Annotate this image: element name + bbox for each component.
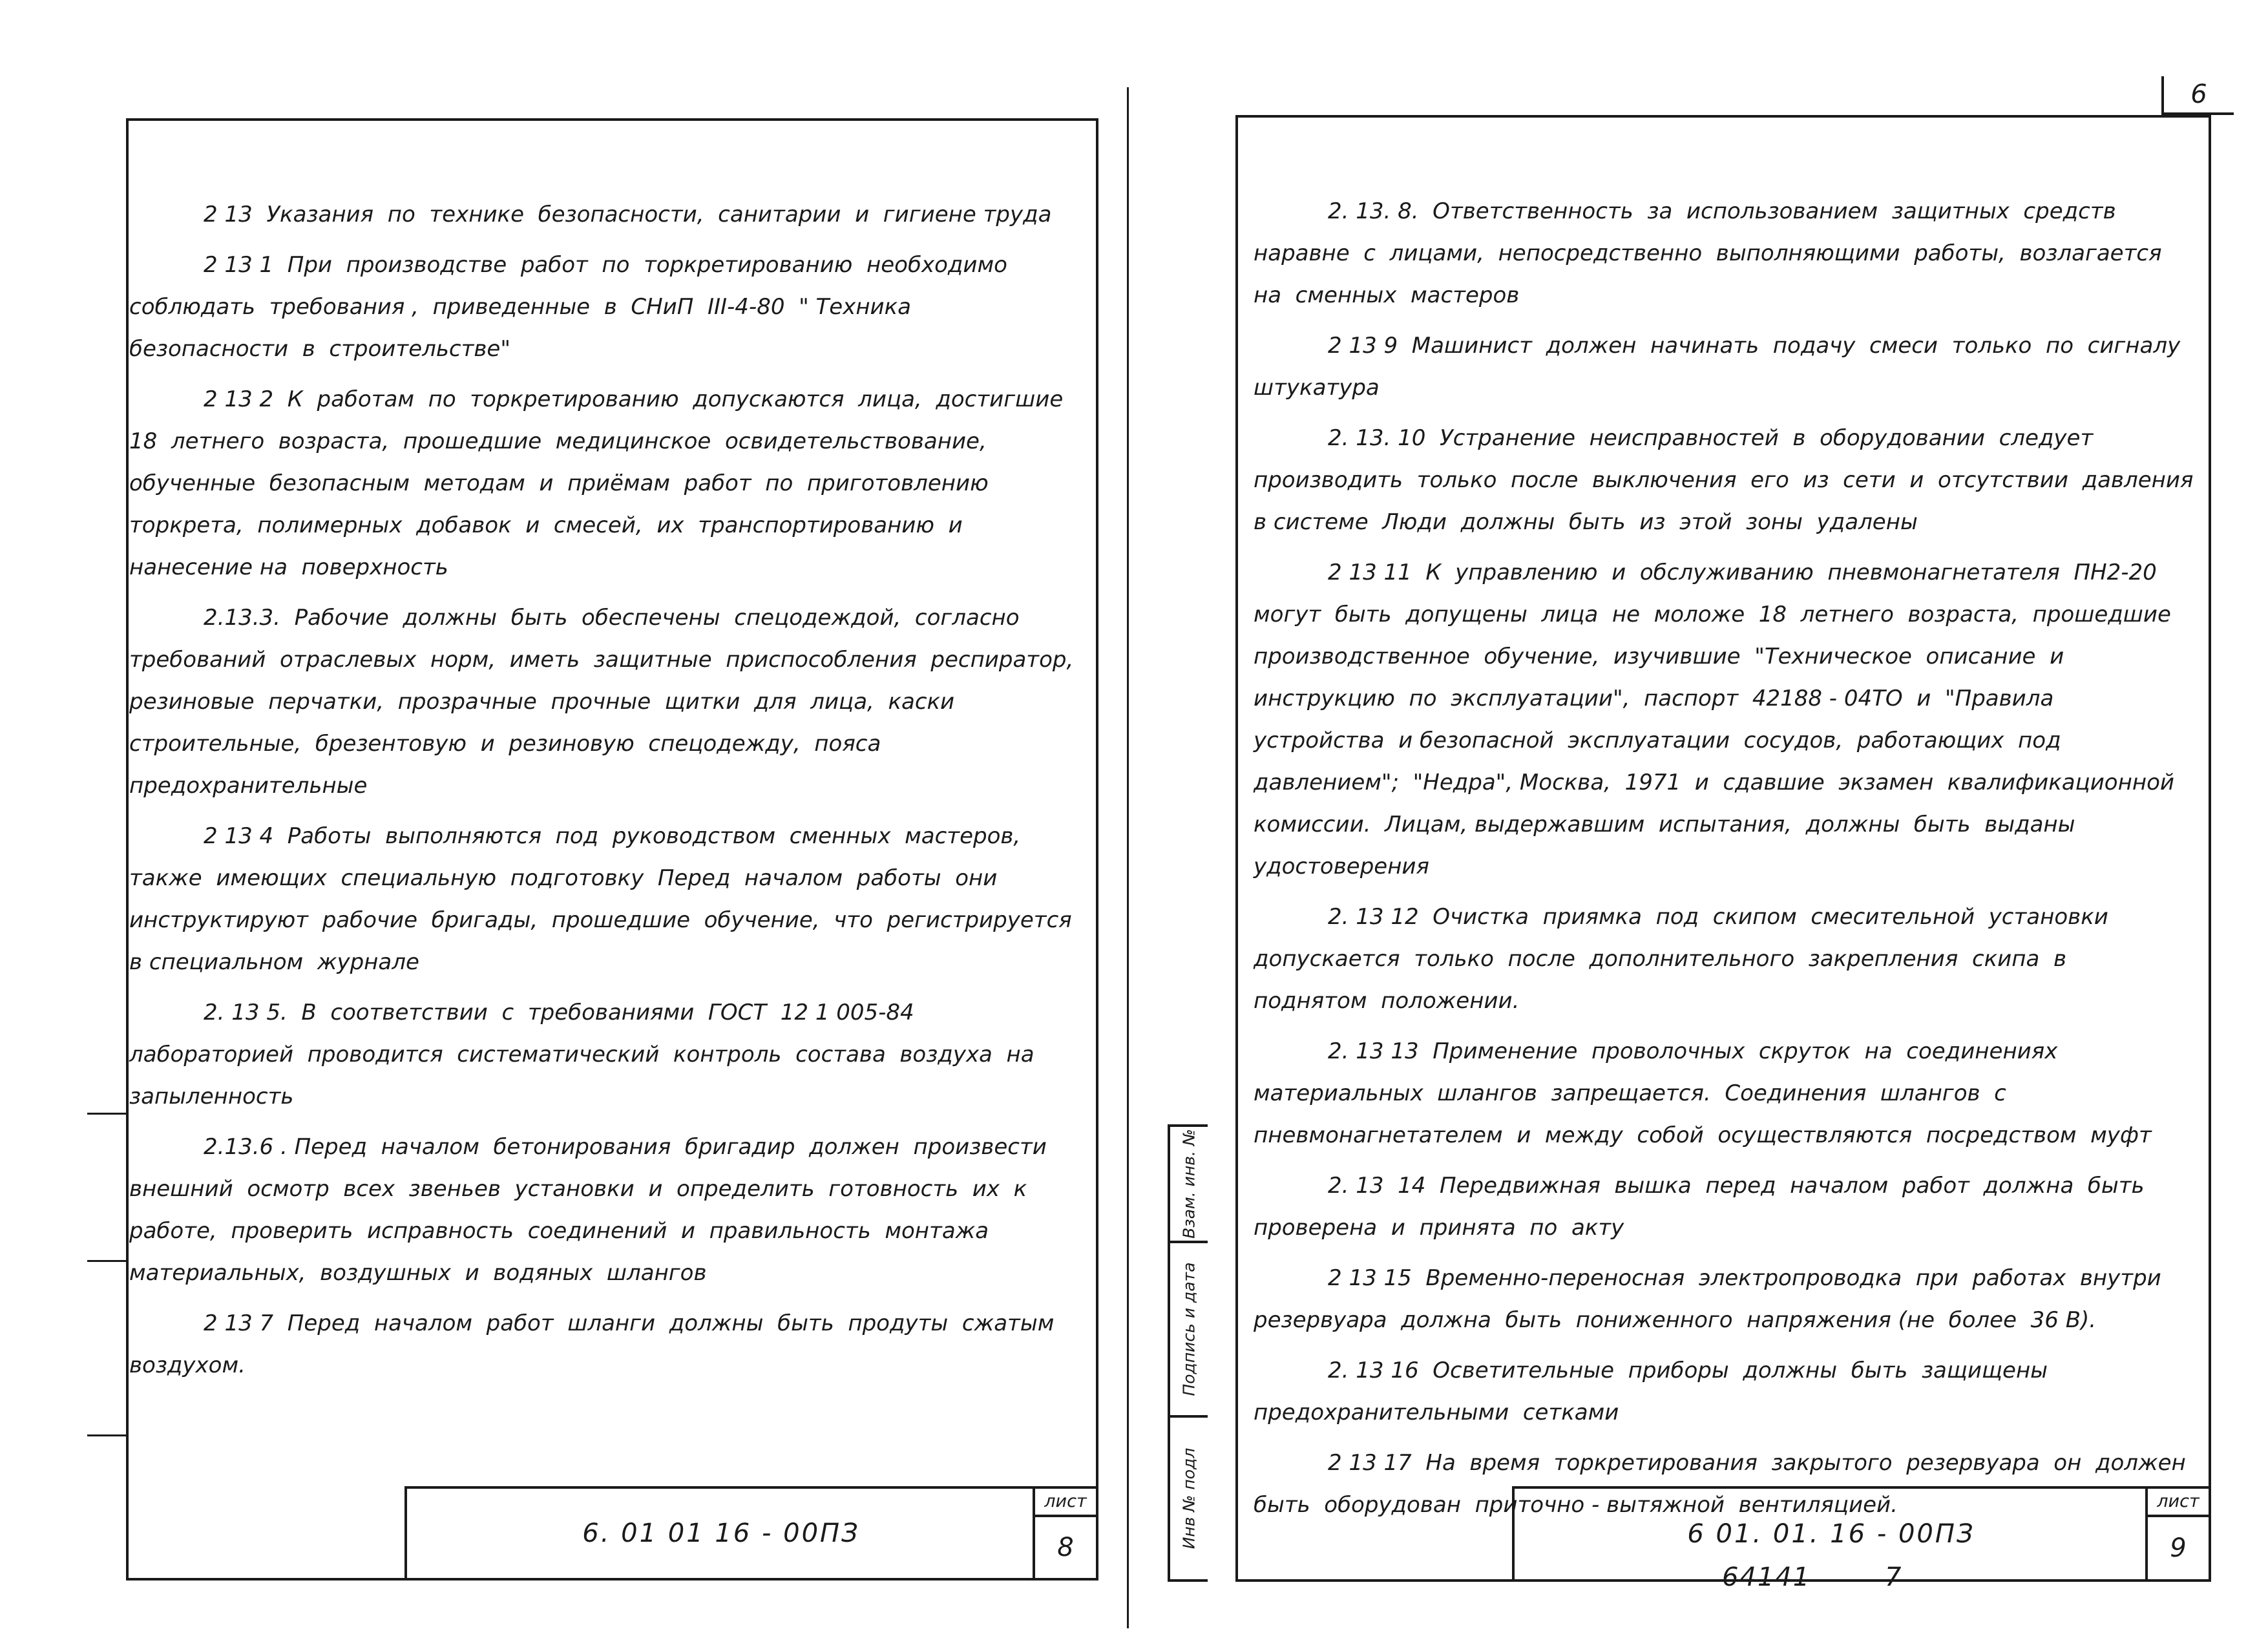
left-title-block bbox=[404, 1486, 1098, 1581]
paragraph-2-13-2: 2 13 2 К работам по торкретированию допускаются лица, достигшие 18 летнего возраста, прошедшие медицинское освидетельствование, обученные безопасным методам и приёмам работ по приготовлению торкрета, полимерных добавок и смесей, их транспортированию и нанесение на поверхность bbox=[129, 386, 1077, 580]
margin-tick bbox=[87, 1434, 126, 1436]
paragraph-2-13-13: 2. 13 13 Применение проволочных скруток на соединениях материальных шлангов запрещается. Соединения шлангов с пневмонагнетателем и между собой осуществляются посредством муфт bbox=[1254, 1038, 2152, 1148]
page-number: 6 bbox=[2161, 76, 2234, 115]
paragraph-2-13-9: 2 13 9 Машинист должен начинать подачу смеси только по сигналу штукатура bbox=[1254, 333, 2188, 401]
sheet-cell bbox=[2145, 1489, 2209, 1579]
sheet-label: лист bbox=[2148, 1489, 2209, 1517]
paragraph-2-13-16: 2. 13 16 Осветительные приборы должны быть защищены предохранительными сетками bbox=[1254, 1358, 2062, 1425]
stamp-cell-vzam-inv bbox=[1170, 1127, 1208, 1243]
sheet-cell bbox=[1033, 1489, 1096, 1578]
paragraph-2-13-17: 2 13 17 На время торкретирования закрытого резервуара он должен быть оборудован приточно - вытяжной вентиляцией. bbox=[1254, 1450, 2200, 1518]
paragraph-2-13: 2 13 Указания по технике безопасности, санитарии и гигиене труда bbox=[204, 202, 1052, 227]
paragraph-2-13-7: 2 13 7 Перед началом работ шланги должны быть продуты сжатым воздухом. bbox=[129, 1310, 1062, 1378]
right-title-block bbox=[1512, 1486, 2211, 1582]
sheet-number: 9 bbox=[2170, 1533, 2187, 1563]
margin-tick bbox=[87, 1260, 126, 1262]
left-page-text bbox=[129, 194, 1087, 1395]
paragraph-2-13-1: 2 13 1 При производстве работ по торкретированию необходимо соблюдать требования , приведенные в СНиП III-4-80 " Техника безопасности в строительстве" bbox=[129, 252, 1014, 362]
document-code: 6 01. 01. 16 - 00ПЗ bbox=[1687, 1519, 1975, 1549]
paragraph-2-13-10: 2. 13. 10 Устранение неисправностей в оборудовании следует производить только после выключения его из сети и отсутствии давления в системе Люди должны быть из этой зоны удалены bbox=[1254, 425, 2208, 535]
paragraph-2-13-12: 2. 13 12 Очистка приямка под скипом смесительной установки допускается только после дополнительного закрепления скипа в поднятом положении. bbox=[1254, 904, 2116, 1014]
stamp-cell-podpis-data bbox=[1170, 1243, 1208, 1418]
paragraph-2-13-4: 2 13 4 Работы выполняются под руководством сменных мастеров, также имеющих специальную подготовку Перед началом работы они инструктируют рабочие бригады, прошедшие обучение, что регистрируется в специальном журнале bbox=[129, 823, 1086, 975]
sheet-number: 8 bbox=[1057, 1533, 1074, 1562]
paragraph-2-13-11: 2 13 11 К управлению и обслуживанию пневмонагнетателя ПН2-20 могут быть допущены лица не моложе 18 летнего возраста, прошедшие производственное обучение, изучившие "Техническое описание и инструкцию по эксплуатации", паспорт 42188 - 04ТО и "Правила устройства и безопасной эксплуатации сосудов, работающих под давлением"; "Недра", Москва, 1971 и сдавшие экзамен квалификационной комиссии. Лицам, выдержавшим испытания, должны быть выданы удостоверения bbox=[1254, 560, 2189, 879]
right-page-text bbox=[1254, 191, 2208, 1535]
stamp-label: Инв № подл bbox=[1179, 1447, 1199, 1549]
stamp-label: Подпись и дата bbox=[1179, 1262, 1199, 1396]
paragraph-2-13-14: 2. 13 14 Передвижная вышка перед началом работ должна быть проверена и принята по акту bbox=[1254, 1173, 2159, 1241]
paragraph-2-13-8: 2. 13. 8. Ответственность за использованием защитных средств наравне с лицами, непосредственно выполняющими работы, возлагается на сменных мастеров bbox=[1254, 198, 2169, 308]
stamp-label: Взам. инв. № bbox=[1179, 1129, 1199, 1239]
center-divider bbox=[1127, 87, 1129, 1628]
paragraph-2-13-6: 2.13.6 . Перед началом бетонирования бригадир должен произвести внешний осмотр всех звеньев установки и определить готовность их к работе, проверить исправность соединений и правильность монтажа материальных, воздушных и водяных шлангов bbox=[129, 1134, 1054, 1286]
stamp-cell-inv-podl bbox=[1170, 1418, 1208, 1579]
margin-tick bbox=[87, 1113, 126, 1115]
sheet-label: лист bbox=[1035, 1489, 1096, 1517]
paragraph-2-13-15: 2 13 15 Временно-переносная электропроводка при работах внутри резервуара должна быть пониженного напряжения (не более 36 В). bbox=[1254, 1265, 2168, 1333]
archive-number: 64141 bbox=[1722, 1562, 1811, 1592]
paragraph-2-13-5: 2. 13 5. В соответствии с требованиями ГОСТ 12 1 005-84 лабораторией проводится систематический контроль состава воздуха на запыленность bbox=[129, 1000, 1049, 1109]
paragraph-2-13-3: 2.13.3. Рабочие должны быть обеспечены спецодеждой, согласно требований отраслевых норм, иметь защитные приспособления респиратор, резиновые перчатки, прозрачные прочные щитки для лица, каски строительные, брезентовую и резиновую спецодежду, пояса предохранительные bbox=[129, 605, 1087, 799]
document-code: 6. 01 01 16 - 00ПЗ bbox=[582, 1518, 860, 1548]
archive-sheet: 7 bbox=[1885, 1562, 1902, 1592]
vertical-stamp bbox=[1168, 1124, 1208, 1582]
